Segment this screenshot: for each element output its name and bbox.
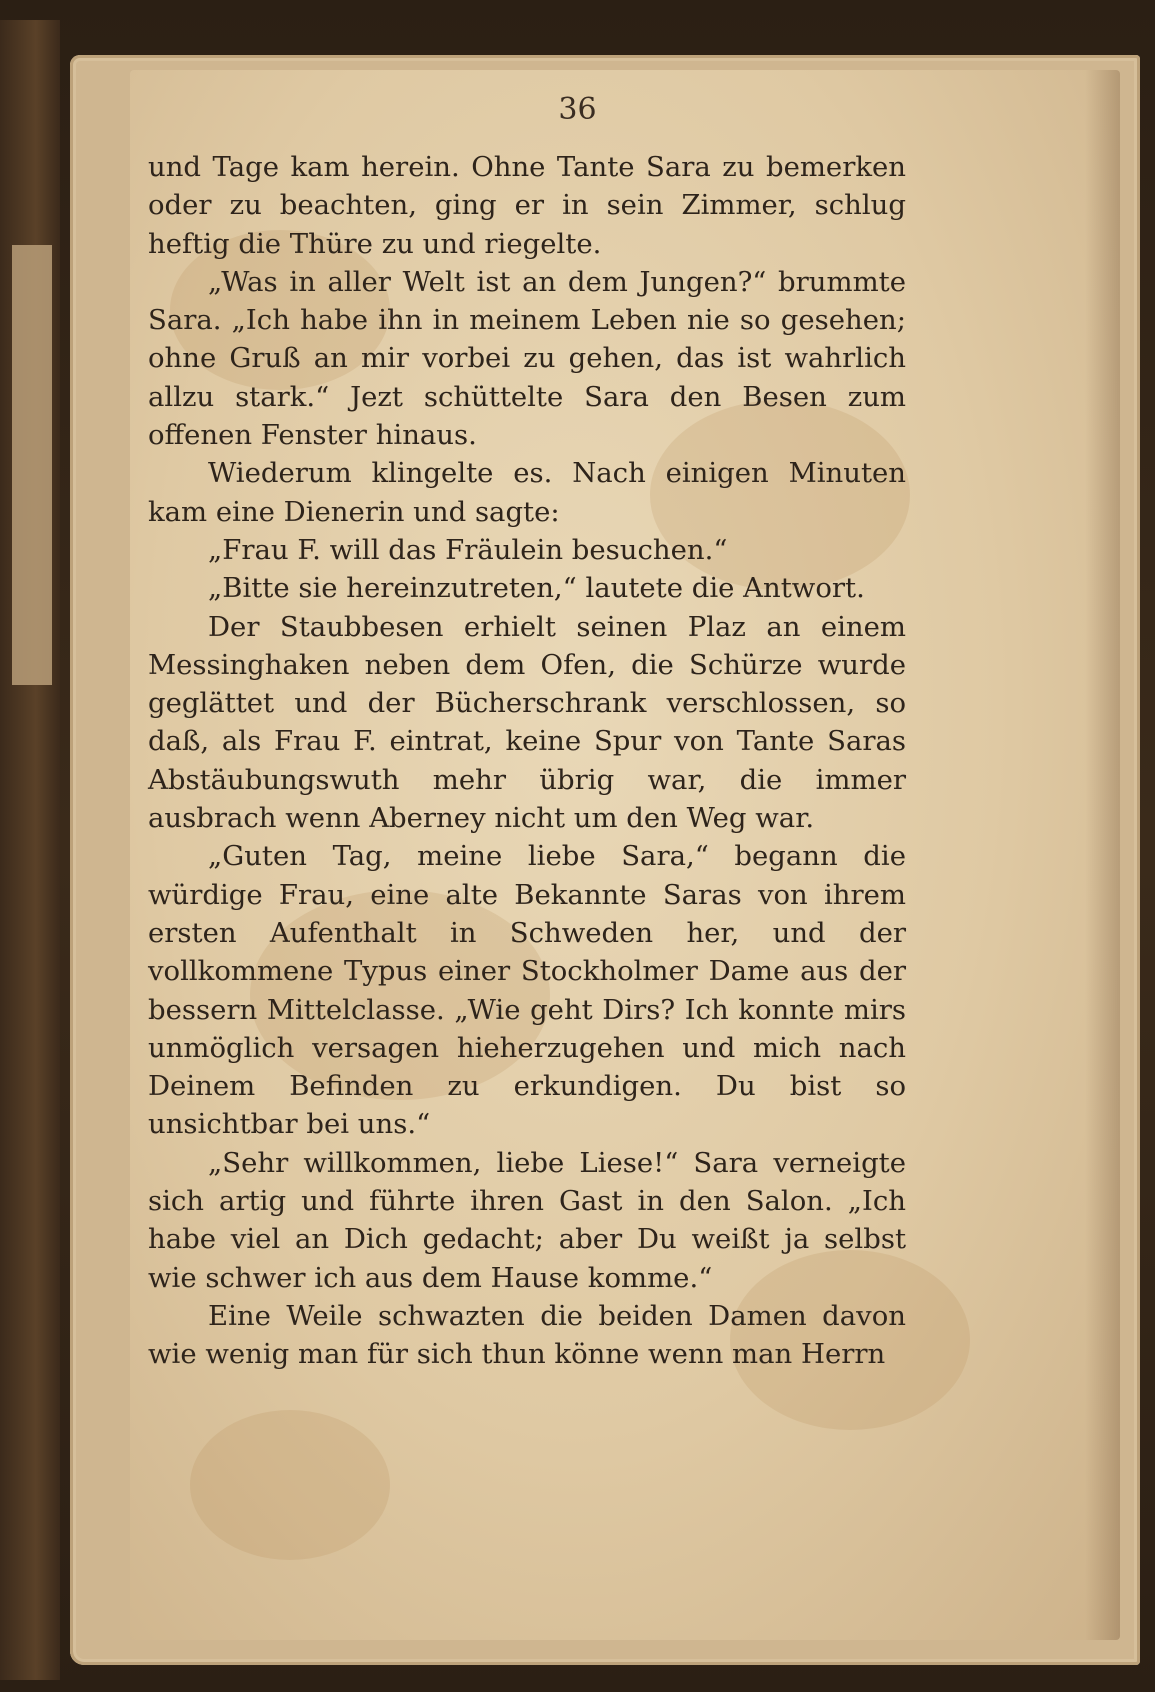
- paragraph: Der Staubbesen erhielt seinen Plaz an einem Messinghaken neben dem Ofen, die Schürze wurde geglättet und der Bücherschrank verschlossen, so daß, als Frau F. eintrat, keine Spur von Tante Saras Abstäubungswuth mehr übrig war, die immer ausbrach wenn Aberney nicht um den Weg war.: [148, 610, 906, 835]
- paragraph: „Sehr willkommen, liebe Liese!“ Sara verneigte sich artig und führte ihren Gast in den Salon. „Ich habe viel an Dich gedacht; aber Du weißt ja selbst wie schwer ich aus dem Hause komme.“: [148, 1146, 906, 1294]
- paper-stain: [190, 1410, 390, 1560]
- paragraph: „Frau F. will das Fräulein besuchen.“: [208, 533, 728, 566]
- page-body-text: [148, 148, 906, 1374]
- paragraph: „Guten Tag, meine liebe Sara,“ begann die würdige Frau, eine alte Bekannte Saras von ihrem ersten Aufenthalt in Schweden her, und der vollkommene Typus einer Stockholmer Dame aus der bessern Mittelclasse. „Wie geht Dirs? Ich konnte mirs unmöglich versagen hieherzugehen und mich nach Deinem Befinden zu erkundigen. Du bist so unsichtbar bei uns.“: [148, 840, 906, 1141]
- paragraph: „Bitte sie hereinzutreten,“ lautete die Antwort.: [208, 572, 865, 605]
- spine-shadow: [1085, 70, 1120, 1640]
- page-number: 36: [558, 92, 597, 127]
- cover-label-strip: [12, 245, 52, 685]
- paragraph: und Tage kam herein. Ohne Tante Sara zu bemerken oder zu beachten, ging er in sein Zimmer, schlug heftig die Thüre zu und riegelte.: [148, 151, 906, 260]
- paragraph: „Was in aller Welt ist an dem Jungen?“ brummte Sara. „Ich habe ihn in meinem Leben nie so gesehen; ohne Gruß an mir vorbei zu gehen, das ist wahrlich allzu stark.“ Jezt schüttelte Sara den Besen zum offenen Fenster hinaus.: [148, 265, 906, 452]
- paragraph: Wiederum klingelte es. Nach einigen Minuten kam eine Dienerin und sagte:: [148, 457, 906, 528]
- paragraph: Eine Weile schwazten die beiden Damen davon wie wenig man für sich thun könne wenn man Herrn: [148, 1299, 906, 1371]
